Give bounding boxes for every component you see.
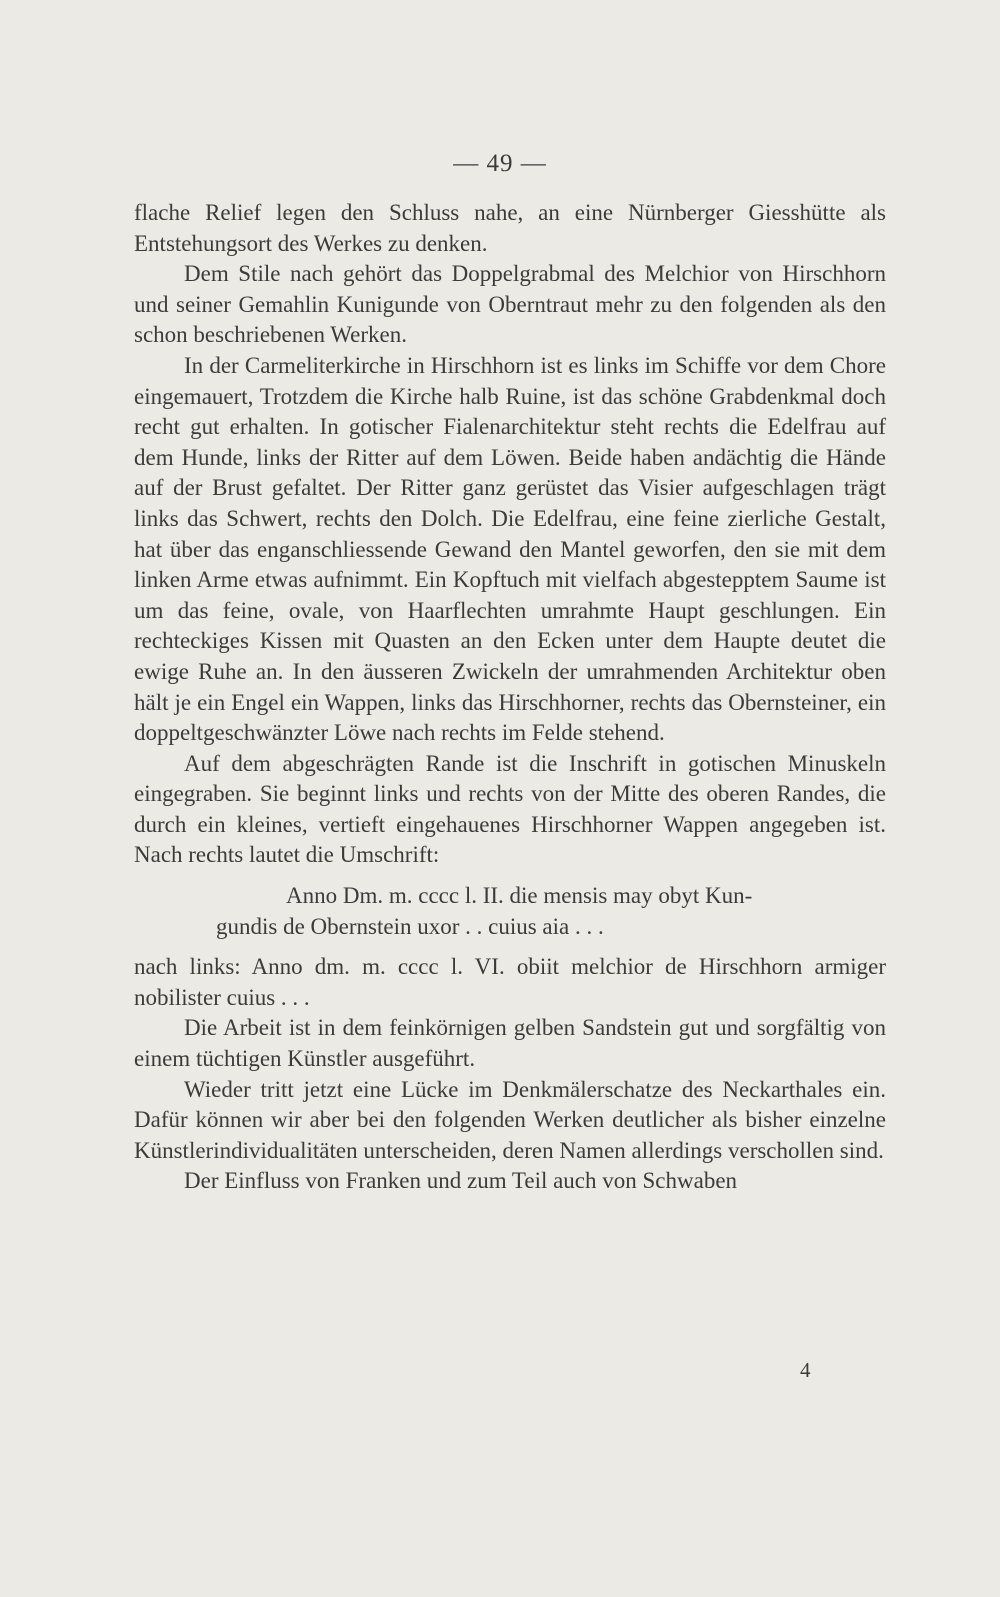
body-text [134, 198, 886, 1197]
inscription-quote [134, 881, 886, 942]
paragraph-2: Dem Stile nach gehört das Doppelgrabmal des Melchior von Hirschhorn und seiner Gemahlin Kunigunde von Oberntraut mehr zu den folgenden als den schon beschriebenen Werken. [134, 261, 886, 348]
paragraph-7: Wieder tritt jetzt eine Lücke im Denkmälerschatze des Neckarthales ein. Dafür können wir aber bei den folgenden Werken deutlicher als bisher einzelne Künstlerindividualitäten unterscheiden, deren Namen allerdings verschollen sind. [134, 1076, 886, 1163]
paragraph-3: In der Carmeliterkirche in Hirschhorn ist es links im Schiffe vor dem Chore eingemauert, Trotzdem die Kirche halb Ruine, ist das schöne Grabdenkmal doch recht gut erhalten. In gotischer Fialenarchitektur steht rechts die Edelfrau auf dem Hunde, links der Ritter auf dem Löwen. Beide haben andächtig die Hände auf der Brust gefaltet. Der Ritter ganz gerüstet das Visier aufgeschlagen trägt links das Schwert, rechts den Dolch. Die Edelfrau, eine feine zierliche Gestalt, hat über das enganschliessende Gewand den Mantel geworfen, den sie mit dem linken Arme etwas aufnimmt. Ein Kopftuch mit vielfach abgestepptem Saume ist um das feine, ovale, von Haarflechten umrahmte Haupt geschlungen. Ein rechteckiges Kissen mit Quasten an den Ecken unter dem Haupte deutet die ewige Ruhe an. In den äusseren Zwickeln der umrahmenden Architektur oben hält je ein Engel ein Wappen, links das Hirschhorner, rechts das Obernsteiner, ein doppeltgeschwänzter Löwe nach rechts im Felde stehend. [134, 352, 886, 746]
inscription-line-1: Anno Dm. m. cccc l. II. die mensis may obyt Kun- [286, 883, 753, 909]
page-number: — 49 — [453, 150, 547, 177]
paragraph-5: nach links: Anno dm. m. cccc l. VI. obiit melchior de Hirschhorn armiger nobilister cuius . . . [134, 954, 886, 1010]
paragraph-1: flache Relief legen den Schluss nahe, an eine Nürnberger Giesshütte als Entstehungsort des Werkes zu denken. [134, 200, 886, 256]
paragraph-6: Die Arbeit ist in dem feinkörnigen gelben Sandstein gut und sorgfältig von einem tüchtigen Künstler ausgeführt. [134, 1015, 886, 1072]
paragraph-8: Der Einfluss von Franken und zum Teil auch von Schwaben [184, 1168, 738, 1194]
inscription-line-2: gundis de Obernstein uxor . . cuius aia . . . [216, 913, 604, 939]
signature-mark: 4 [800, 1358, 811, 1382]
paragraph-4: Auf dem abgeschrägten Rande ist die Inschrift in gotischen Minuskeln eingegraben. Sie beginnt links und rechts von der Mitte des oberen Randes, die durch ein kleines, vertieft eingehauenes Hirschhorner Wappen angegeben ist. Nach rechts lautet die Umschrift: [134, 750, 886, 868]
